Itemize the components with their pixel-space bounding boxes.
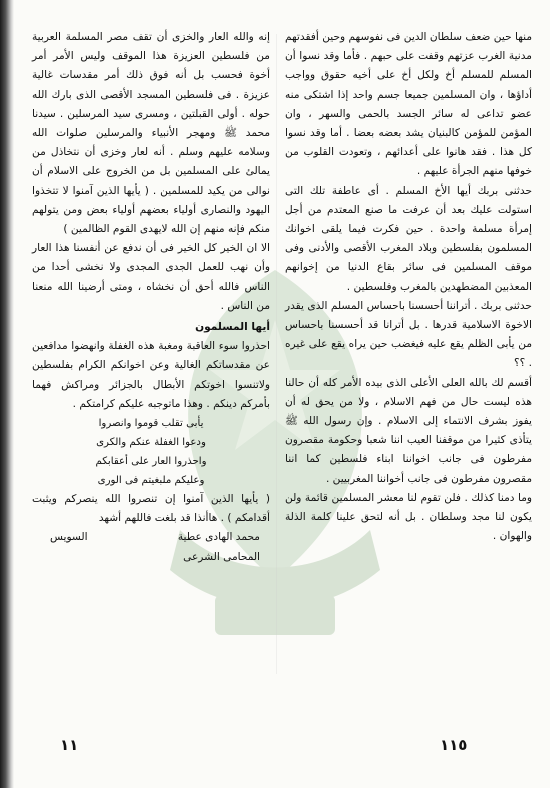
verse-line: ودعوا الغفلة عنكم والكرى bbox=[96, 437, 206, 449]
page-number-right: ١١٥ bbox=[440, 736, 468, 754]
verse-line: يأبى تقلب قوموا وانصروا bbox=[98, 418, 204, 430]
right-column bbox=[285, 28, 532, 546]
paragraph: الا ان الخير كل الخير فى أن ندفع عن أنفسنا هذا العار وأن نهب للعمل الجدى المجدى ولا نخشى أحدا من الناس فالله أحق أن نخشاه ، ومتى أرضينا الله منعنا من الناس . bbox=[32, 242, 270, 312]
column-divider bbox=[276, 34, 277, 674]
paragraph: إنه والله العار والخزى أن تقف مصر المسلمة العربية من فلسطين العزيزة هذا الموقف وليس الأمر أمر أخوة فحسب بل أنه فوق ذلك أمر مقدسات غالية عزيزة . فى فلسطين المسجد الأقصى الذى بارك الله حوله . أولى القبلتين ، ومسرى سيد المرسلين . سيدنا محمد ﷺ ومهجر الأنبياء والمرسلين صلوات الله وسلامه عليهم وسلم . أنه لعار وخزى أن نتخاذل من يمالئ على المسلمين بل من الخروج على الاسلام أن نوالى من يكيد للمسلمين . ( يأيها الذين آمنوا لا تتخذوا اليهود والنصارى أولياء بعضهم أولياء بعض ومن يتولهم منكم فإنه منهم إن الله لايهدى القوم الظالمين ) bbox=[32, 31, 270, 236]
signature-row bbox=[32, 528, 270, 547]
section-heading: أيها المسلمون bbox=[195, 321, 270, 334]
quran-quote: ( يأيها الذين آمنوا إن تنصروا الله ينصركم ويثبت أقدامكم ) . هاأنذا قد بلغت فاللهم أشهد bbox=[32, 493, 270, 525]
paragraph: أقسم لك بالله العلى الأعلى الذى بيده الأمر كله أن حالنا هذه ليست حال من فهم الاسلام ، ولا من يحق له أن يفوز بشرف الانتماء إلى الاسلام . وإن رسول الله ﷺ يتأذى كثيرا من موقفنا العيب اننا شعبا وحكومة مقصرون مفرطون فى جانب اخواننا ابناء فلسطين كما اننا مقصرون مفرطون فى جانب أخواننا المغربيين . bbox=[285, 376, 532, 485]
signature-name: محمد الهادى عطية bbox=[177, 531, 260, 544]
page-number-left: ١١ bbox=[60, 736, 79, 754]
signature-place: السويس bbox=[50, 531, 88, 544]
paragraph: حدثنى بربك أيها الأخ المسلم . أى عاطفة تلك التى استولت عليك بعد أن عرفت ما صنع المعتدم من أجل إمرأة مسلمة واحدة . حين فكرت فيما يلقى اخوانك المسلمون بفلسطين وبلاد المغرب الأقصى والأدنى وفى موقف المسلمين فى سائر بقاع الدنيا من إخوانهم المعذبين المضطهدين بالمغرب وفلسطين . bbox=[285, 184, 532, 293]
page-edge-shadow bbox=[0, 0, 14, 788]
signature-title-row bbox=[32, 548, 270, 567]
verse-line: واحذروا العار على أعقابكم bbox=[95, 456, 207, 468]
signature-title: المحامى الشرعى bbox=[183, 550, 260, 563]
paragraph: وما دمنا كذلك . فلن تقوم لنا معشر المسلمين قائمة ولن يكون لنا مجد وسلطان . بل أنه لتحق علينا كلمة الذلة والهوان . bbox=[285, 491, 532, 543]
paragraph: حدثنى بربك . أتراننا أحسسنا باحساس المسلم الذى يقدر الاخوة الاسلامية قدرها . بل أترانا قد أحسسنا باحساس من يأبى الظلم يقع عليه فيغضب حين يراه يقع على غيره . ؟؟ bbox=[285, 299, 532, 370]
poem-verse bbox=[32, 414, 270, 490]
paragraph: احذروا سوء العاقبة ومغبة هذه الغفلة وانهضوا مدافعين عن مقدساتكم الغالية وعن اخوانكم الكرام بفلسطين ولاتنسوا اخوتكم الأبطال بالجزائر ومراكش فهما بأمركم دينكم . وهذا ماتوجبه عليكم كرامتكم . bbox=[32, 340, 270, 410]
verse-line: وعليكم ملبغيتم فى الورى bbox=[97, 475, 205, 487]
left-column bbox=[32, 28, 270, 567]
paragraph: منها حين ضعف سلطان الدين فى نفوسهم وحين أفقدتهم مدنية الغرب عزتهم وقفت على حبهم . فأما وقد نسوا أن المسلم للمسلم أخ ولكل أخ على أخيه حقوق وواجب أداؤها ، وان المسلمين جميعا جسم واحد إذا اشتكى منه عضو تداعى له سائر الجسد بالحمى والسهر ، وان المؤمن للمؤمن كالبنيان يشد بعضه بعضا . أما وقد نسوا كل هذا . فقد هانوا على أعدائهم ، وتعودت القلوب من خوفها منهم الجرأة عليهم . bbox=[285, 31, 532, 178]
